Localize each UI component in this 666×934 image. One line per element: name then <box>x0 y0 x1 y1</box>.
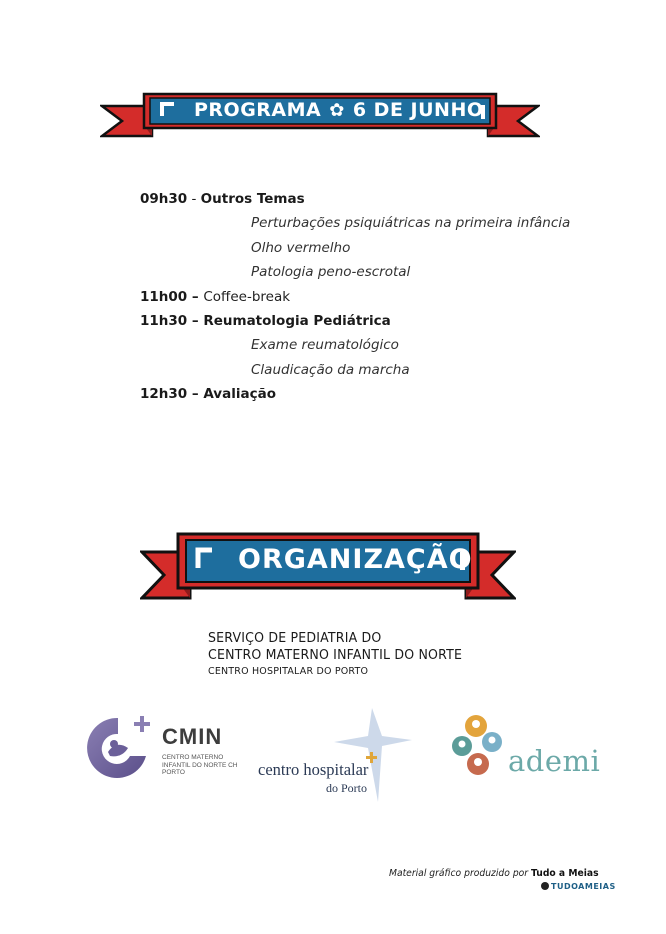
entry-subitem: Olho vermelho <box>251 239 351 256</box>
flower-icon: ✿ <box>329 100 345 121</box>
cmin-wordmark: CMIN <box>162 724 223 749</box>
entry-subitem: Exame reumatológico <box>251 337 399 354</box>
cmin-emblem-icon <box>84 714 154 782</box>
programa-banner <box>100 92 540 142</box>
schedule-entry <box>140 309 580 333</box>
entry-dash: – <box>187 386 204 403</box>
chp-subtitle: do Porto <box>326 781 368 795</box>
programa-label: PROGRAMA <box>194 99 322 121</box>
programa-banner-text <box>194 99 484 121</box>
entry-dash: – <box>187 288 204 305</box>
credit-brand-name: TUDOAMEIAS <box>551 882 616 891</box>
schedule-entry <box>140 285 580 309</box>
schedule-entry <box>140 187 580 211</box>
entry-dash: – <box>187 312 204 329</box>
org-line-3: CENTRO HOSPITALAR DO PORTO <box>208 666 369 677</box>
org-line-2: CENTRO MATERNO INFANTIL DO NORTE <box>208 647 463 663</box>
programa-date: 6 DE JUNHO <box>352 99 484 121</box>
entry-title: Coffee-break <box>203 288 291 305</box>
ademi-emblem-icon <box>448 712 512 788</box>
cmin-subtitle: CENTRO MATERNO INFANTIL DO NORTE CH PORTO <box>162 754 238 776</box>
entry-time: 09h30 <box>140 191 188 207</box>
org-line-1: SERVIÇO DE PEDIATRIA DO <box>208 630 382 646</box>
organizacao-label: ORGANIZAÇÃO <box>238 544 473 575</box>
entry-time: 11h00 <box>140 288 188 305</box>
entry-subitem: Perturbações psiquiátricas na primeira infância <box>251 215 571 232</box>
cmin-logo <box>84 714 244 782</box>
schedule-entry <box>140 382 580 406</box>
credit-line <box>389 868 599 879</box>
organizacao-banner <box>140 532 516 602</box>
ademi-logo <box>448 712 608 788</box>
entry-subitem: Claudicação da marcha <box>251 361 410 378</box>
entry-time: 11h30 <box>140 312 188 329</box>
credit-brand <box>541 882 616 891</box>
entry-dash: - <box>187 191 201 207</box>
entry-title: Reumatologia Pediátrica <box>203 312 391 329</box>
entry-time: 12h30 <box>140 386 188 403</box>
credit-author: Tudo a Meias <box>531 868 599 879</box>
chp-name: centro hospitalar <box>258 760 369 779</box>
chp-logo <box>254 706 424 806</box>
ademi-wordmark: ademi <box>508 744 601 778</box>
entry-subitem: Patologia peno-escrotal <box>251 264 411 281</box>
flower-icon <box>541 882 549 890</box>
entry-title: Avaliação <box>203 386 276 403</box>
organization-block <box>208 630 481 680</box>
credit-prefix: Material gráfico produzido por <box>389 868 529 879</box>
schedule <box>140 187 580 407</box>
entry-title: Outros Temas <box>200 191 305 207</box>
